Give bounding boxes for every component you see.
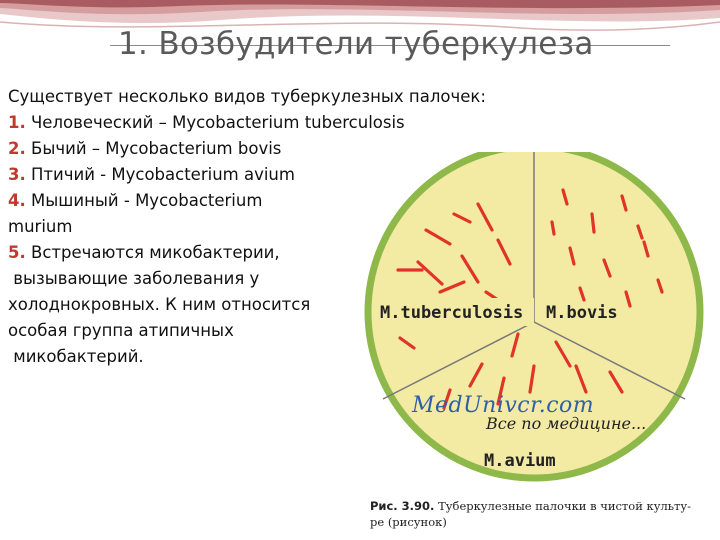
page-title: 1. Возбудители туберкулеза bbox=[118, 26, 594, 62]
label-tuberculosis: M.tuberculosis bbox=[380, 303, 524, 323]
list-item-continued: холоднокровных. К ним относится bbox=[8, 295, 311, 314]
watermark: MedUnivcr.com bbox=[412, 393, 595, 418]
culture-figure bbox=[358, 152, 710, 536]
figure-caption: Рис. 3.90. Туберкулезные палочки в чистой культу- ре (рисунок) bbox=[370, 499, 692, 529]
list-item: 4. Мышиный - Mycobacterium bbox=[8, 191, 263, 210]
list-item-continued: вызывающие заболевания у bbox=[8, 269, 260, 288]
watermark-subtitle: Все по медицине... bbox=[486, 414, 647, 433]
body-text bbox=[8, 84, 486, 370]
list-item-continued: микобактерий. bbox=[8, 347, 144, 366]
list-item: 5. Встречаются микобактерии, bbox=[8, 243, 280, 262]
label-avium: M.avium bbox=[484, 451, 556, 471]
list-item: 2. Бычий – Mycobacterium bovis bbox=[8, 139, 282, 158]
label-bovis: M.bovis bbox=[546, 303, 618, 323]
list-item: 1. Человеческий – Mycobacterium tuberculosis bbox=[8, 113, 405, 132]
petri-dish-illustration bbox=[358, 152, 710, 492]
list-item-continued: murium bbox=[8, 217, 73, 236]
intro-text: Существует несколько видов туберкулезных палочек: bbox=[8, 87, 486, 106]
list-item: 3. Птичий - Mycobacterium avium bbox=[8, 165, 295, 184]
list-item-continued: особая группа атипичных bbox=[8, 321, 234, 340]
